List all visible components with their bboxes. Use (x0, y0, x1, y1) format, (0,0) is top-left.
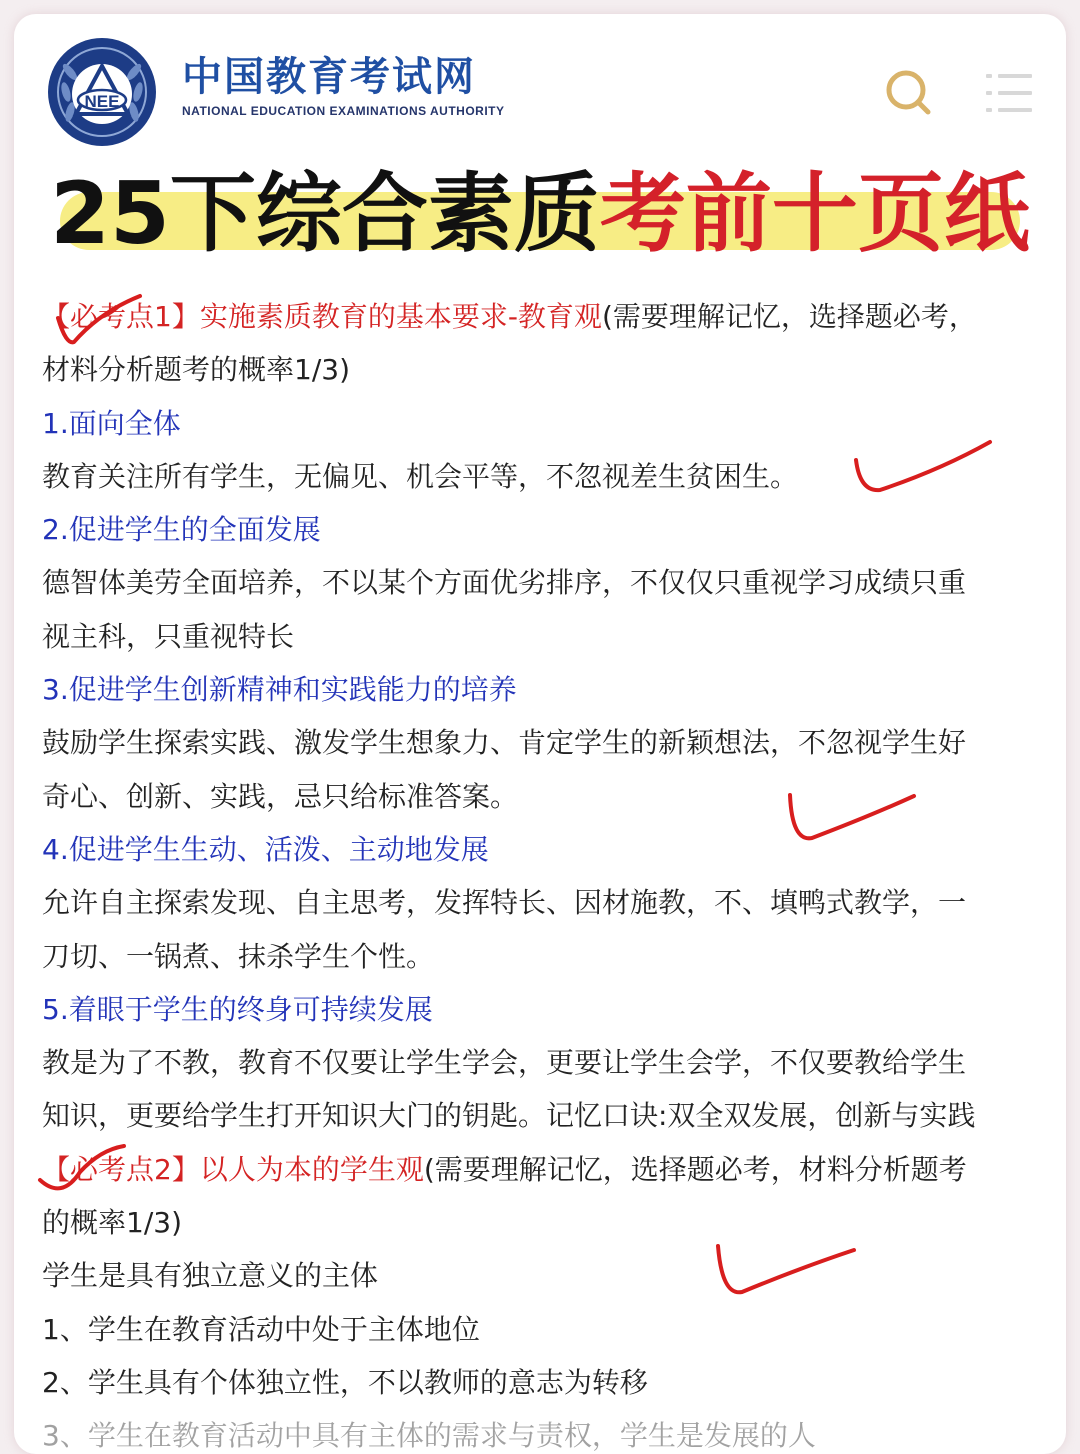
point1-tag: 【必考点1】 (42, 300, 200, 333)
search-button[interactable] (880, 64, 940, 124)
item-5-body-line1: 教是为了不教，教育不仅要让学生学会，更要让学生会学，不仅要教给学生 (42, 1046, 967, 1080)
brand-title-en: NATIONAL EDUCATION EXAMINATIONS AUTHORITY (182, 104, 505, 118)
item-3-body-line2: 奇心、创新、实践，忌只给标准答案。 (42, 779, 519, 813)
item-4-body-line1: 允许自主探索发现、自主思考，发挥特长、因材施教，不、填鸭式教学，一 (42, 886, 967, 920)
student-line-4: 3、学生在教育活动中具有主体的需求与责权，学生是发展的人 (42, 1419, 816, 1453)
brand-title-cn: 中国教育考试网 (182, 54, 476, 100)
item-2-body-line2: 视主科，只重视特长 (42, 619, 295, 653)
item-5-title: 5.着眼于学生的终身可持续发展 (42, 992, 433, 1026)
item-1-title: 1.面向全体 (42, 406, 181, 440)
nee-logo (46, 36, 158, 148)
point1-header (42, 290, 1042, 343)
notes-content (42, 290, 1042, 1454)
point2-note: (需要理解记忆，选择题必考，材料分析题考 (423, 1152, 967, 1186)
point2-tag: 【必考点2】 (42, 1152, 200, 1186)
item-2-body-line1: 德智体美劳全面培养，不以某个方面优劣排序，不仅仅只重视学习成绩只重 (42, 566, 967, 600)
student-line-3: 2、学生具有个体独立性，不以教师的意志为转移 (42, 1365, 648, 1399)
item-5-body-line2: 知识，更要给学生打开知识大门的钥匙。记忆口诀:双全双发展，创新与实践 (42, 1099, 976, 1133)
search-icon (880, 64, 940, 124)
brand (182, 54, 505, 118)
item-3-title: 3.促进学生创新精神和实践能力的培养 (42, 673, 517, 707)
item-1-body: 教育关注所有学生，无偏见、机会平等，不忽视差生贫困生。 (42, 459, 799, 493)
menu-button[interactable] (980, 64, 1040, 124)
item-2-title: 2.促进学生的全面发展 (42, 513, 321, 547)
title-part-black: 25下综合素质 (50, 164, 600, 264)
point1-note-cont: 材料分析题考的概率1/3) (42, 353, 350, 387)
point2-heading: 以人为本的学生观 (199, 1152, 424, 1186)
student-line-2: 1、学生在教育活动中处于主体地位 (42, 1312, 480, 1346)
menu-icon (980, 64, 1040, 124)
item-4-title: 4.促进学生生动、活泼、主动地发展 (42, 832, 489, 866)
point1-heading: 实施素质教育的基本要求-教育观 (199, 300, 602, 333)
logo-text: NEE (84, 92, 120, 111)
item-3-body-line1: 鼓励学生探索实践、激发学生想象力、肯定学生的新颖想法，不忽视学生好 (42, 726, 967, 760)
point2-header (42, 1143, 1042, 1196)
item-4-body-line2: 刀切、一锅煮、抹杀学生个性。 (42, 939, 435, 973)
point1-note: (需要理解记忆，选择题必考， (601, 300, 977, 333)
title-part-red: 考前十页纸 (599, 164, 1030, 264)
page-card (14, 14, 1066, 1454)
page-title (14, 164, 1066, 264)
point2-note-cont: 的概率1/3) (42, 1206, 182, 1240)
student-line-1: 学生是具有独立意义的主体 (42, 1259, 379, 1293)
